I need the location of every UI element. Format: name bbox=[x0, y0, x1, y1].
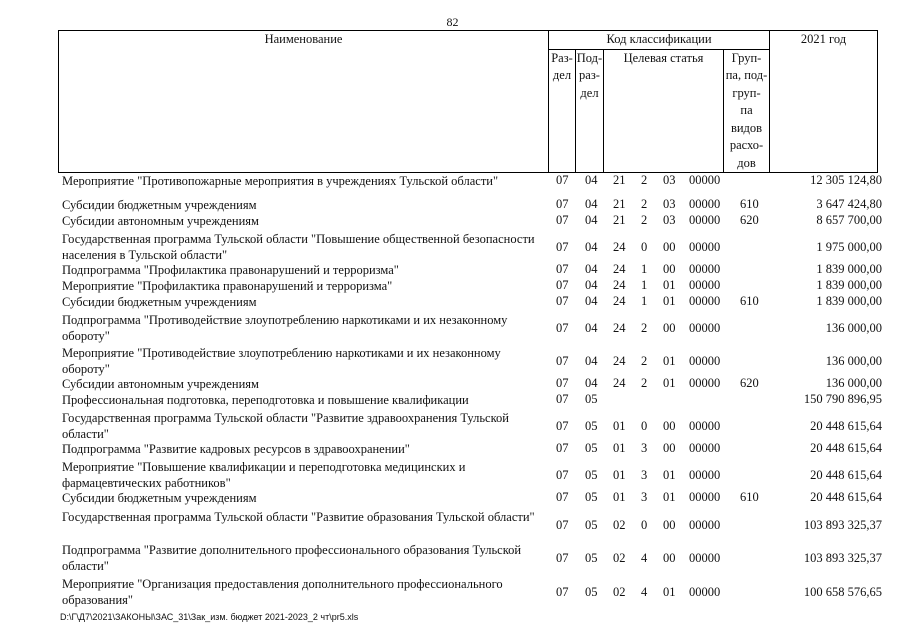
row-code-g: 620 bbox=[740, 213, 759, 227]
row-code-d: 00000 bbox=[689, 376, 721, 390]
row-amount: 1 839 000,00 bbox=[816, 278, 882, 292]
row-code-b: 4 bbox=[641, 551, 648, 565]
row-code-a: 01 bbox=[613, 468, 626, 482]
row-code-r: 07 bbox=[556, 441, 569, 455]
header-podrazdel: Под- раз- дел bbox=[576, 49, 604, 173]
row-code-b: 0 bbox=[641, 419, 648, 433]
header-razdel: Раз- дел bbox=[549, 49, 576, 173]
row-code-p: 05 bbox=[585, 392, 598, 406]
row-name: Субсидии бюджетным учреждениям bbox=[62, 198, 257, 212]
row-amount: 20 448 615,64 bbox=[810, 468, 882, 482]
row-code-r: 07 bbox=[556, 173, 569, 187]
row-code-b: 0 bbox=[641, 518, 648, 532]
row-code-d: 00000 bbox=[689, 240, 721, 254]
row-code-p: 04 bbox=[585, 173, 598, 187]
row-name: Подпрограмма "Развитие дополнительного профессионального образования Тульской области" bbox=[62, 543, 522, 573]
row-name: Мероприятие "Профилактика правонарушений и терроризма" bbox=[62, 279, 393, 293]
row-code-a: 24 bbox=[613, 262, 626, 276]
row-code-r: 07 bbox=[556, 490, 569, 504]
row-code-c: 03 bbox=[663, 173, 676, 187]
row-code-b: 1 bbox=[641, 262, 648, 276]
row-code-d: 00000 bbox=[689, 294, 721, 308]
row-code-d: 00000 bbox=[689, 262, 721, 276]
row-code-p: 04 bbox=[585, 278, 598, 292]
row-name: Мероприятие "Противодействие злоупотреблению наркотиками и их незаконному обороту" bbox=[62, 346, 501, 376]
row-amount: 3 647 424,80 bbox=[816, 197, 882, 211]
row-code-d: 00000 bbox=[689, 321, 721, 335]
row-code-g: 610 bbox=[740, 490, 759, 504]
file-path-footer: D:\Г\Д7\2021\ЗАКОНЫ\ЗАС_31\Зак_изм. бюджет 2021-2023_2 чт\pr5.xls bbox=[60, 612, 359, 622]
row-code-a: 24 bbox=[613, 240, 626, 254]
row-code-a: 24 bbox=[613, 278, 626, 292]
row-code-r: 07 bbox=[556, 376, 569, 390]
row-code-g: 620 bbox=[740, 376, 759, 390]
row-code-a: 21 bbox=[613, 173, 626, 187]
row-code-p: 05 bbox=[585, 585, 598, 599]
row-code-d: 00000 bbox=[689, 518, 721, 532]
row-code-a: 02 bbox=[613, 518, 626, 532]
row-code-a: 24 bbox=[613, 376, 626, 390]
row-name: Государственная программа Тульской области "Развитие образования Тульской области" bbox=[62, 510, 535, 524]
header-year: 2021 год bbox=[770, 31, 878, 173]
header-group: Груп- па, под- груп- па видов расхо- дов bbox=[724, 49, 770, 173]
row-code-c: 00 bbox=[663, 262, 676, 276]
row-code-r: 07 bbox=[556, 354, 569, 368]
header-code: Код классификации bbox=[549, 31, 770, 50]
row-amount: 150 790 896,95 bbox=[803, 392, 882, 406]
row-code-c: 01 bbox=[663, 354, 676, 368]
row-amount: 12 305 124,80 bbox=[810, 173, 882, 187]
row-code-r: 07 bbox=[556, 468, 569, 482]
row-code-a: 02 bbox=[613, 551, 626, 565]
row-code-b: 2 bbox=[641, 376, 648, 390]
row-amount: 103 893 325,37 bbox=[803, 551, 882, 565]
row-code-r: 07 bbox=[556, 585, 569, 599]
row-name: Субсидии автономным учреждениям bbox=[62, 377, 259, 391]
row-code-r: 07 bbox=[556, 551, 569, 565]
row-amount: 136 000,00 bbox=[825, 321, 882, 335]
row-code-c: 00 bbox=[663, 240, 676, 254]
row-code-r: 07 bbox=[556, 213, 569, 227]
row-code-a: 01 bbox=[613, 490, 626, 504]
row-code-r: 07 bbox=[556, 240, 569, 254]
row-code-p: 05 bbox=[585, 518, 598, 532]
row-amount: 136 000,00 bbox=[825, 354, 882, 368]
row-name: Профессиональная подготовка, переподготовка и повышение квалификации bbox=[62, 393, 469, 407]
row-amount: 1 975 000,00 bbox=[816, 240, 882, 254]
row-code-d: 00000 bbox=[689, 278, 721, 292]
row-code-b: 3 bbox=[641, 441, 648, 455]
row-amount: 20 448 615,64 bbox=[810, 441, 882, 455]
row-name: Субсидии автономным учреждениям bbox=[62, 214, 259, 228]
row-name: Государственная программа Тульской области "Развитие здравоохранения Тульской области" bbox=[62, 411, 509, 441]
row-name: Мероприятие "Организация предоставления дополнительного профессионального образования" bbox=[62, 577, 503, 607]
row-amount: 136 000,00 bbox=[825, 376, 882, 390]
row-code-r: 07 bbox=[556, 278, 569, 292]
row-name: Субсидии бюджетным учреждениям bbox=[62, 491, 257, 505]
row-amount: 20 448 615,64 bbox=[810, 419, 882, 433]
row-name: Мероприятие "Повышение квалификации и переподготовка медицинских и фармацевтических работников" bbox=[62, 460, 466, 490]
row-code-c: 01 bbox=[663, 490, 676, 504]
row-code-a: 02 bbox=[613, 585, 626, 599]
row-code-a: 21 bbox=[613, 197, 626, 211]
row-code-p: 04 bbox=[585, 294, 598, 308]
row-code-b: 0 bbox=[641, 240, 648, 254]
row-code-c: 00 bbox=[663, 518, 676, 532]
row-amount: 103 893 325,37 bbox=[803, 518, 882, 532]
row-code-c: 00 bbox=[663, 441, 676, 455]
row-code-a: 24 bbox=[613, 354, 626, 368]
row-code-b: 2 bbox=[641, 321, 648, 335]
row-code-d: 00000 bbox=[689, 197, 721, 211]
row-code-c: 00 bbox=[663, 419, 676, 433]
row-code-c: 01 bbox=[663, 278, 676, 292]
row-amount: 20 448 615,64 bbox=[810, 490, 882, 504]
row-code-p: 04 bbox=[585, 240, 598, 254]
row-code-d: 00000 bbox=[689, 551, 721, 565]
row-code-p: 04 bbox=[585, 321, 598, 335]
row-code-p: 04 bbox=[585, 213, 598, 227]
row-code-c: 01 bbox=[663, 376, 676, 390]
row-amount: 1 839 000,00 bbox=[816, 294, 882, 308]
row-code-r: 07 bbox=[556, 518, 569, 532]
row-code-d: 00000 bbox=[689, 441, 721, 455]
row-code-a: 21 bbox=[613, 213, 626, 227]
row-code-c: 00 bbox=[663, 321, 676, 335]
row-code-b: 3 bbox=[641, 490, 648, 504]
row-name: Мероприятие "Противопожарные мероприятия в учреждениях Тульской области" bbox=[62, 174, 499, 188]
row-code-p: 04 bbox=[585, 262, 598, 276]
row-code-r: 07 bbox=[556, 321, 569, 335]
row-code-b: 1 bbox=[641, 278, 648, 292]
row-name: Подпрограмма "Развитие кадровых ресурсов в здравоохранении" bbox=[62, 442, 410, 456]
row-code-c: 01 bbox=[663, 585, 676, 599]
row-code-r: 07 bbox=[556, 419, 569, 433]
row-code-d: 00000 bbox=[689, 173, 721, 187]
row-code-d: 00000 bbox=[689, 354, 721, 368]
row-code-d: 00000 bbox=[689, 585, 721, 599]
row-code-p: 05 bbox=[585, 441, 598, 455]
row-code-d: 00000 bbox=[689, 468, 721, 482]
row-code-p: 05 bbox=[585, 419, 598, 433]
row-code-a: 24 bbox=[613, 294, 626, 308]
row-code-a: 24 bbox=[613, 321, 626, 335]
row-code-a: 01 bbox=[613, 419, 626, 433]
row-code-p: 05 bbox=[585, 468, 598, 482]
row-code-c: 01 bbox=[663, 294, 676, 308]
row-code-d: 00000 bbox=[689, 213, 721, 227]
row-code-r: 07 bbox=[556, 392, 569, 406]
row-code-c: 03 bbox=[663, 213, 676, 227]
row-code-b: 2 bbox=[641, 354, 648, 368]
row-code-b: 2 bbox=[641, 197, 648, 211]
row-code-c: 00 bbox=[663, 551, 676, 565]
row-code-b: 4 bbox=[641, 585, 648, 599]
row-amount: 1 839 000,00 bbox=[816, 262, 882, 276]
row-name: Субсидии бюджетным учреждениям bbox=[62, 295, 257, 309]
row-code-c: 01 bbox=[663, 468, 676, 482]
row-code-p: 04 bbox=[585, 197, 598, 211]
row-code-d: 00000 bbox=[689, 419, 721, 433]
row-code-p: 05 bbox=[585, 551, 598, 565]
header-target: Целевая статья bbox=[604, 49, 724, 173]
row-code-g: 610 bbox=[740, 197, 759, 211]
row-code-b: 2 bbox=[641, 213, 648, 227]
row-code-r: 07 bbox=[556, 262, 569, 276]
row-code-r: 07 bbox=[556, 294, 569, 308]
row-code-p: 04 bbox=[585, 354, 598, 368]
header-name: Наименование bbox=[59, 31, 549, 173]
table-header bbox=[58, 30, 878, 173]
row-code-b: 3 bbox=[641, 468, 648, 482]
row-amount: 100 658 576,65 bbox=[803, 585, 882, 599]
row-name: Подпрограмма "Профилактика правонарушений и терроризма" bbox=[62, 263, 399, 277]
row-name: Государственная программа Тульской области "Повышение общественной безопасности населения в Тульской области" bbox=[62, 232, 535, 262]
row-name: Подпрограмма "Противодействие злоупотреблению наркотиками и их незаконному обороту" bbox=[62, 313, 508, 343]
row-code-d: 00000 bbox=[689, 490, 721, 504]
row-code-a: 01 bbox=[613, 441, 626, 455]
row-code-p: 05 bbox=[585, 490, 598, 504]
row-code-b: 2 bbox=[641, 173, 648, 187]
row-code-b: 1 bbox=[641, 294, 648, 308]
row-code-g: 610 bbox=[740, 294, 759, 308]
row-amount: 8 657 700,00 bbox=[816, 213, 882, 227]
page-number: 82 bbox=[446, 15, 459, 29]
row-code-p: 04 bbox=[585, 376, 598, 390]
row-code-c: 03 bbox=[663, 197, 676, 211]
row-code-r: 07 bbox=[556, 197, 569, 211]
